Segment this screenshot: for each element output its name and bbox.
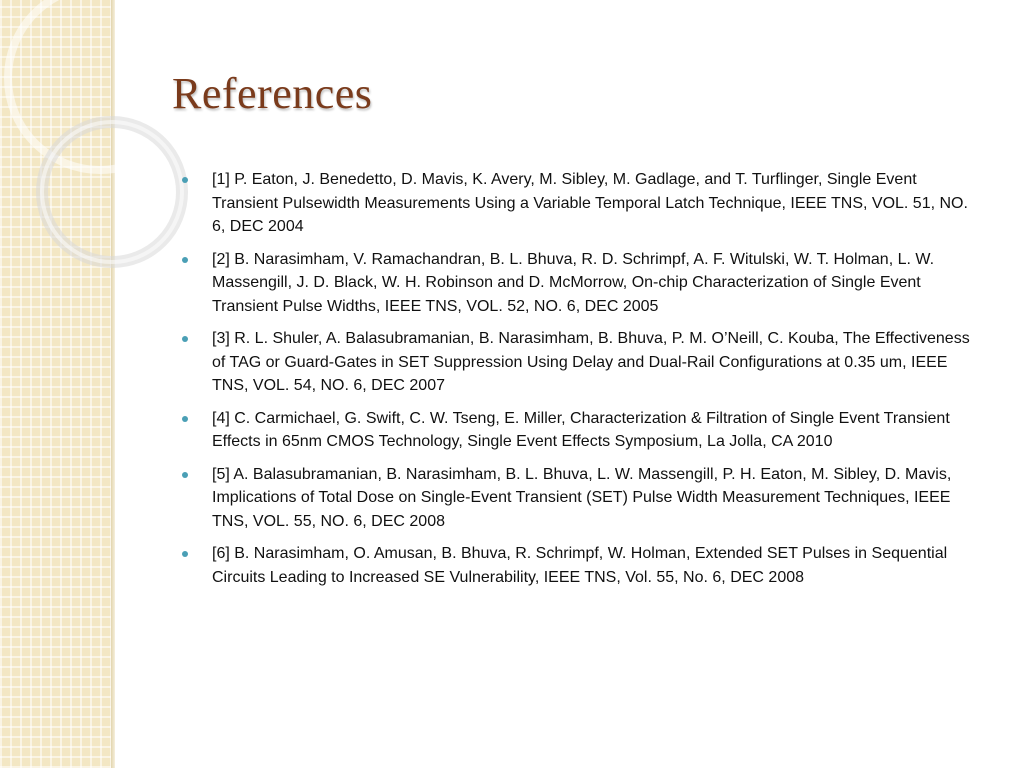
reference-item — [180, 248, 980, 319]
bullet-icon — [182, 257, 188, 263]
reference-text: [1] P. Eaton, J. Benedetto, D. Mavis, K. Avery, M. Sibley, M. Gadlage, and T. Turflinger, Single Event Transient Pulsewidth Measurements Using a Variable Temporal Latch Technique, IEEE TNS, VOL. 51, NO. 6, DEC 2004 — [212, 171, 968, 235]
slide-title: References — [172, 69, 373, 118]
reference-item — [180, 542, 980, 589]
bullet-icon — [182, 336, 188, 342]
reference-item — [180, 407, 980, 454]
reference-item — [180, 463, 980, 534]
reference-text: [5] A. Balasubramanian, B. Narasimham, B. L. Bhuva, L. W. Massengill, P. H. Eaton, M. Sibley, D. Mavis, Implications of Total Dose on Single-Event Transient (SET) Pulse Width Measurement Techniques, IEEE TNS, VOL. 55, NO. 6, DEC 2008 — [212, 465, 952, 530]
reference-item — [180, 168, 980, 239]
reference-item — [180, 327, 980, 398]
bullet-icon — [182, 416, 188, 422]
reference-text: [2] B. Narasimham, V. Ramachandran, B. L. Bhuva, R. D. Schrimpf, A. F. Witulski, W. T. Holman, L. W. Massengill, J. D. Black, W. H. Robinson and D. McMorrow, On-chip Characterization of Single Event Transient Pulse Widths, IEEE TNS, VOL. 52, NO. 6, DEC 2005 — [212, 250, 935, 315]
references-list — [180, 168, 980, 598]
reference-text: [6] B. Narasimham, O. Amusan, B. Bhuva, R. Schrimpf, W. Holman, Extended SET Pulses in Sequential Circuits Leading to Increased SE Vulnerability, IEEE TNS, Vol. 55, No. 6, DEC 2008 — [212, 545, 948, 586]
decorative-ring-small-highlight — [42, 122, 182, 262]
bullet-icon — [182, 177, 188, 183]
reference-text: [3] R. L. Shuler, A. Balasubramanian, B. Narasimham, B. Bhuva, P. M. O’Neill, C. Kouba, The Effectiveness of TAG or Guard-Gates in SET Suppression Using Delay and Dual-Rail Configurations at 0.35 um, IEEE TNS, VOL. 54, NO. 6, DEC 2007 — [212, 330, 970, 394]
bullet-icon — [182, 472, 188, 478]
bullet-icon — [182, 551, 188, 557]
reference-text: [4] C. Carmichael, G. Swift, C. W. Tseng, E. Miller, Characterization & Filtration of Single Event Transient Effects in 65nm CMOS Technology, Single Event Effects Symposium, La Jolla, CA 2010 — [212, 409, 950, 450]
